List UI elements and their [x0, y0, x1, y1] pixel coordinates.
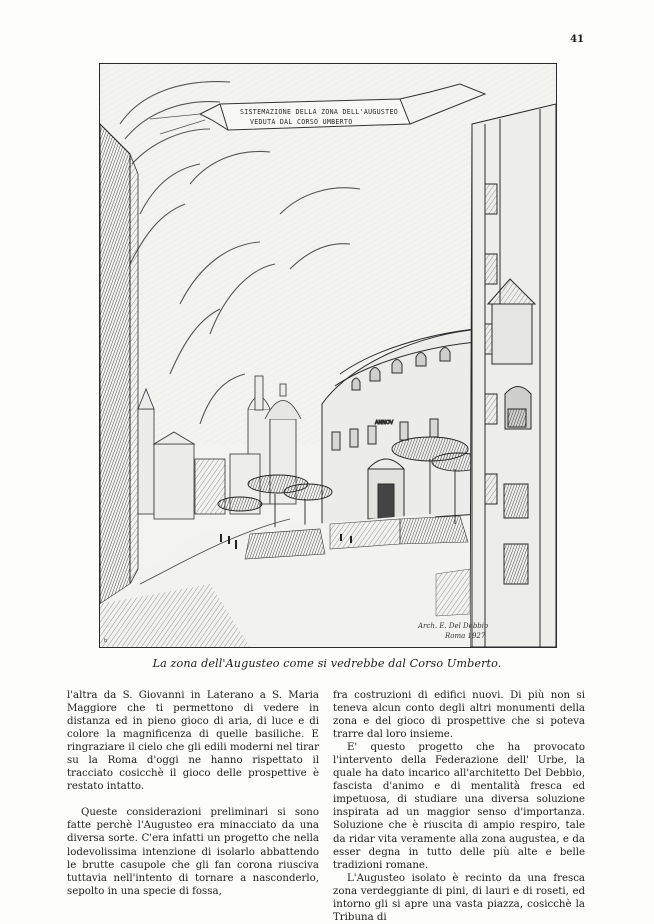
signature-line-2: Roma 1927: [445, 632, 486, 640]
left-building: [100, 124, 138, 604]
paragraph: Queste considerazioni preliminari si sono fatte perchè l'Augusteo era minacciato da una diversa sorte. C'era infatti un progetto che nella lodevolissima intenzione di isolarlo abbattendo le brutte casupole che gli fan corona riusciva tuttavia nell'intento di tornare a nasconderlo, sepolto in una specie di fossa,: [67, 807, 319, 897]
article-right-column: [333, 689, 585, 924]
signature-line-1: Arch. E. Del Debbio: [418, 622, 489, 630]
banner-line-2: VEDUTA DAL CORSO UMBERTO: [250, 118, 353, 126]
article-left-column: [67, 689, 319, 898]
paragraph: l'altra da S. Giovanni in Laterano a S. Maria Maggiore che ti permettono di vedere in distanza ed in pieno gioco di aria, di luce e di colore la magnificenza di quelle basiliche. E ringraziare il cielo che gli edili moderni nel tirar su la Roma d'oggi ne hanno rispettato il tracciato cosicchè il gioco delle prospettive è restato intatto.: [67, 690, 319, 793]
paragraph: E' questo progetto che ha provocato l'intervento della Federazione dell' Urbe, la quale ha dato incarico all'architetto Del Debbio, fascista d'animo e di mentalità fresca ed impetuosa, di studiare una diversa soluzione inspirata ad un maggior senso d'importanza. Soluzione che è riuscita di ampio respiro, tale da ridar vita veramente alla zona augustea, e da esser degna in tutto delle più alte e belle tradizioni romane.: [333, 742, 585, 871]
architectural-drawing: [99, 63, 557, 648]
paragraph: L'Augusteo isolato è recinto da una fresca zona verdeggiante di pini, di lauri e di roseti, ed intorno gli si apre una vasta piazza, cosicchè la Tribuna di: [333, 872, 585, 923]
corner-mark: b: [104, 638, 108, 644]
page-number: 41: [570, 34, 584, 45]
right-palace: [470, 104, 556, 647]
facade-inscription: ANNOV: [375, 420, 394, 426]
banner-line-1: SISTEMAZIONE DELLA ZONA DELL'AUGUSTEO: [240, 108, 398, 116]
figure-caption: La zona dell'Augusteo come si vedrebbe dal Corso Umberto.: [152, 657, 502, 670]
paragraph: fra costruzioni di edifici nuovi. Di più non si teneva alcun conto degli altri monumenti della zona e del gioco di prospettive che si poteva trarre dal loro insieme.: [333, 690, 585, 741]
